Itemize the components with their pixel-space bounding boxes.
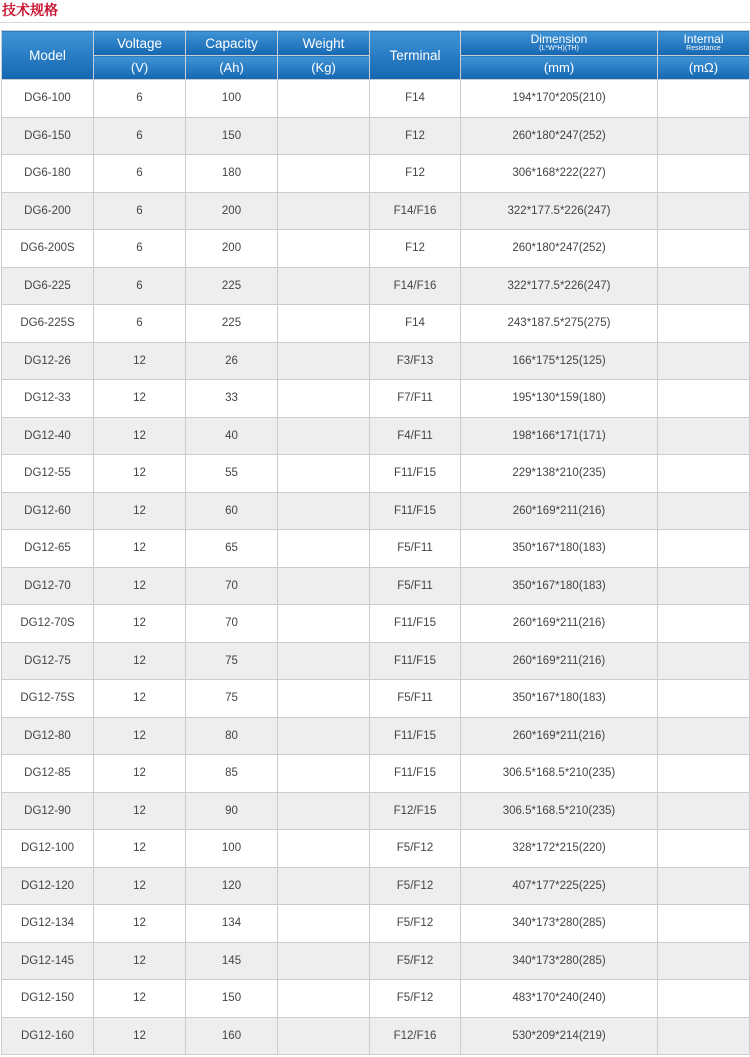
cell-resistance bbox=[658, 980, 750, 1018]
table-row bbox=[2, 830, 750, 868]
cell-capacity: 180 bbox=[186, 155, 278, 193]
header-dimension-unit: (mm) bbox=[461, 56, 658, 80]
cell-dimension: 166*175*125(125) bbox=[461, 342, 658, 380]
cell-voltage: 12 bbox=[94, 755, 186, 793]
cell-dimension: 306.5*168.5*210(235) bbox=[461, 755, 658, 793]
cell-weight bbox=[278, 680, 370, 718]
cell-capacity: 75 bbox=[186, 642, 278, 680]
cell-model: DG12-85 bbox=[2, 755, 94, 793]
header-resistance-unit: (mΩ) bbox=[658, 56, 750, 80]
cell-model: DG6-100 bbox=[2, 80, 94, 118]
table-header bbox=[2, 31, 750, 80]
cell-resistance bbox=[658, 867, 750, 905]
header-model: Model bbox=[2, 31, 94, 80]
header-internal-resistance bbox=[658, 31, 750, 56]
cell-dimension: 328*172*215(220) bbox=[461, 830, 658, 868]
cell-model: DG12-70S bbox=[2, 605, 94, 643]
cell-capacity: 225 bbox=[186, 267, 278, 305]
cell-weight bbox=[278, 117, 370, 155]
table-row bbox=[2, 605, 750, 643]
cell-terminal: F5/F11 bbox=[370, 567, 461, 605]
table-row bbox=[2, 567, 750, 605]
cell-dimension: 229*138*210(235) bbox=[461, 455, 658, 493]
cell-model: DG12-160 bbox=[2, 1017, 94, 1055]
cell-weight bbox=[278, 192, 370, 230]
cell-resistance bbox=[658, 567, 750, 605]
cell-terminal: F5/F11 bbox=[370, 530, 461, 568]
cell-voltage: 6 bbox=[94, 155, 186, 193]
cell-model: DG12-26 bbox=[2, 342, 94, 380]
cell-terminal: F5/F12 bbox=[370, 942, 461, 980]
header-capacity: Capacity bbox=[186, 31, 278, 56]
cell-weight bbox=[278, 867, 370, 905]
cell-model: DG12-75S bbox=[2, 680, 94, 718]
cell-dimension: 195*130*159(180) bbox=[461, 380, 658, 418]
cell-dimension: 322*177.5*226(247) bbox=[461, 267, 658, 305]
cell-terminal: F12 bbox=[370, 155, 461, 193]
cell-terminal: F5/F12 bbox=[370, 980, 461, 1018]
table-row bbox=[2, 1017, 750, 1055]
cell-resistance bbox=[658, 755, 750, 793]
table-row bbox=[2, 380, 750, 418]
table-row bbox=[2, 117, 750, 155]
cell-terminal: F12 bbox=[370, 230, 461, 268]
cell-voltage: 12 bbox=[94, 905, 186, 943]
cell-capacity: 55 bbox=[186, 455, 278, 493]
cell-resistance bbox=[658, 305, 750, 343]
header-dimension-sub: (L*W*H)(TH) bbox=[539, 44, 579, 52]
table-row bbox=[2, 755, 750, 793]
cell-weight bbox=[278, 567, 370, 605]
cell-voltage: 12 bbox=[94, 605, 186, 643]
cell-resistance bbox=[658, 830, 750, 868]
cell-weight bbox=[278, 755, 370, 793]
cell-weight bbox=[278, 942, 370, 980]
cell-weight bbox=[278, 980, 370, 1018]
cell-weight bbox=[278, 605, 370, 643]
table-row bbox=[2, 792, 750, 830]
header-terminal: Terminal bbox=[370, 31, 461, 80]
cell-model: DG12-70 bbox=[2, 567, 94, 605]
cell-capacity: 225 bbox=[186, 305, 278, 343]
cell-voltage: 6 bbox=[94, 230, 186, 268]
cell-terminal: F14 bbox=[370, 80, 461, 118]
header-row-labels bbox=[2, 31, 750, 56]
table-row bbox=[2, 342, 750, 380]
title-divider bbox=[0, 22, 750, 23]
header-dimension-label: Dimension bbox=[530, 31, 588, 46]
cell-model: DG12-40 bbox=[2, 417, 94, 455]
header-internal-sub: Resistance bbox=[686, 44, 721, 52]
cell-dimension: 306.5*168.5*210(235) bbox=[461, 792, 658, 830]
cell-terminal: F14/F16 bbox=[370, 267, 461, 305]
cell-dimension: 530*209*214(219) bbox=[461, 1017, 658, 1055]
cell-dimension: 260*180*247(252) bbox=[461, 230, 658, 268]
table-row bbox=[2, 492, 750, 530]
cell-voltage: 12 bbox=[94, 492, 186, 530]
cell-weight bbox=[278, 530, 370, 568]
cell-capacity: 200 bbox=[186, 230, 278, 268]
cell-model: DG12-134 bbox=[2, 905, 94, 943]
cell-resistance bbox=[658, 342, 750, 380]
cell-terminal: F14 bbox=[370, 305, 461, 343]
cell-model: DG6-200S bbox=[2, 230, 94, 268]
table-row bbox=[2, 867, 750, 905]
header-voltage-unit: (V) bbox=[94, 56, 186, 80]
cell-capacity: 75 bbox=[186, 680, 278, 718]
cell-terminal: F5/F12 bbox=[370, 830, 461, 868]
cell-capacity: 200 bbox=[186, 192, 278, 230]
cell-terminal: F14/F16 bbox=[370, 192, 461, 230]
cell-dimension: 260*169*211(216) bbox=[461, 642, 658, 680]
cell-dimension: 198*166*171(171) bbox=[461, 417, 658, 455]
table-row bbox=[2, 455, 750, 493]
page-title: 技术规格 bbox=[2, 3, 58, 19]
cell-voltage: 12 bbox=[94, 792, 186, 830]
cell-terminal: F11/F15 bbox=[370, 717, 461, 755]
table-row bbox=[2, 530, 750, 568]
cell-dimension: 194*170*205(210) bbox=[461, 80, 658, 118]
cell-weight bbox=[278, 792, 370, 830]
cell-terminal: F5/F11 bbox=[370, 680, 461, 718]
cell-resistance bbox=[658, 1017, 750, 1055]
cell-resistance bbox=[658, 530, 750, 568]
cell-capacity: 40 bbox=[186, 417, 278, 455]
table-row bbox=[2, 942, 750, 980]
cell-dimension: 306*168*222(227) bbox=[461, 155, 658, 193]
table-row bbox=[2, 80, 750, 118]
cell-capacity: 70 bbox=[186, 567, 278, 605]
cell-terminal: F11/F15 bbox=[370, 492, 461, 530]
cell-dimension: 350*167*180(183) bbox=[461, 567, 658, 605]
cell-voltage: 6 bbox=[94, 192, 186, 230]
table-row bbox=[2, 680, 750, 718]
table-row bbox=[2, 305, 750, 343]
cell-resistance bbox=[658, 117, 750, 155]
table-row bbox=[2, 642, 750, 680]
cell-voltage: 6 bbox=[94, 267, 186, 305]
table-row bbox=[2, 267, 750, 305]
cell-resistance bbox=[658, 155, 750, 193]
cell-voltage: 12 bbox=[94, 567, 186, 605]
cell-model: DG12-55 bbox=[2, 455, 94, 493]
cell-capacity: 65 bbox=[186, 530, 278, 568]
cell-terminal: F7/F11 bbox=[370, 380, 461, 418]
cell-capacity: 33 bbox=[186, 380, 278, 418]
cell-terminal: F11/F15 bbox=[370, 455, 461, 493]
cell-capacity: 26 bbox=[186, 342, 278, 380]
cell-model: DG6-150 bbox=[2, 117, 94, 155]
cell-resistance bbox=[658, 230, 750, 268]
cell-model: DG12-90 bbox=[2, 792, 94, 830]
cell-voltage: 6 bbox=[94, 305, 186, 343]
cell-terminal: F3/F13 bbox=[370, 342, 461, 380]
spec-table bbox=[1, 30, 750, 1055]
cell-model: DG12-33 bbox=[2, 380, 94, 418]
cell-terminal: F12 bbox=[370, 117, 461, 155]
cell-weight bbox=[278, 905, 370, 943]
cell-model: DG12-80 bbox=[2, 717, 94, 755]
cell-terminal: F5/F12 bbox=[370, 867, 461, 905]
cell-model: DG12-145 bbox=[2, 942, 94, 980]
cell-capacity: 150 bbox=[186, 117, 278, 155]
cell-voltage: 12 bbox=[94, 980, 186, 1018]
cell-capacity: 85 bbox=[186, 755, 278, 793]
cell-voltage: 12 bbox=[94, 455, 186, 493]
cell-capacity: 150 bbox=[186, 980, 278, 1018]
cell-dimension: 340*173*280(285) bbox=[461, 905, 658, 943]
cell-weight bbox=[278, 492, 370, 530]
cell-weight bbox=[278, 642, 370, 680]
cell-resistance bbox=[658, 192, 750, 230]
header-voltage: Voltage bbox=[94, 31, 186, 56]
cell-capacity: 145 bbox=[186, 942, 278, 980]
cell-weight bbox=[278, 342, 370, 380]
cell-model: DG12-100 bbox=[2, 830, 94, 868]
cell-terminal: F11/F15 bbox=[370, 605, 461, 643]
cell-terminal: F12/F15 bbox=[370, 792, 461, 830]
cell-model: DG6-200 bbox=[2, 192, 94, 230]
cell-voltage: 6 bbox=[94, 117, 186, 155]
cell-dimension: 483*170*240(240) bbox=[461, 980, 658, 1018]
cell-voltage: 12 bbox=[94, 867, 186, 905]
cell-capacity: 100 bbox=[186, 80, 278, 118]
cell-weight bbox=[278, 305, 370, 343]
cell-weight bbox=[278, 830, 370, 868]
cell-resistance bbox=[658, 642, 750, 680]
cell-voltage: 12 bbox=[94, 342, 186, 380]
cell-weight bbox=[278, 155, 370, 193]
cell-resistance bbox=[658, 717, 750, 755]
cell-voltage: 12 bbox=[94, 642, 186, 680]
cell-dimension: 260*180*247(252) bbox=[461, 117, 658, 155]
cell-voltage: 12 bbox=[94, 530, 186, 568]
cell-capacity: 100 bbox=[186, 830, 278, 868]
cell-voltage: 12 bbox=[94, 680, 186, 718]
cell-model: DG6-225 bbox=[2, 267, 94, 305]
cell-model: DG6-225S bbox=[2, 305, 94, 343]
cell-resistance bbox=[658, 492, 750, 530]
cell-weight bbox=[278, 455, 370, 493]
cell-voltage: 12 bbox=[94, 380, 186, 418]
cell-weight bbox=[278, 380, 370, 418]
header-weight-unit: (Kg) bbox=[278, 56, 370, 80]
cell-weight bbox=[278, 230, 370, 268]
header-internal-label: Internal bbox=[683, 31, 724, 46]
cell-model: DG12-60 bbox=[2, 492, 94, 530]
cell-resistance bbox=[658, 380, 750, 418]
cell-model: DG12-75 bbox=[2, 642, 94, 680]
cell-dimension: 260*169*211(216) bbox=[461, 492, 658, 530]
cell-model: DG12-150 bbox=[2, 980, 94, 1018]
cell-model: DG12-65 bbox=[2, 530, 94, 568]
cell-terminal: F12/F16 bbox=[370, 1017, 461, 1055]
cell-resistance bbox=[658, 605, 750, 643]
cell-weight bbox=[278, 417, 370, 455]
cell-voltage: 12 bbox=[94, 830, 186, 868]
cell-weight bbox=[278, 717, 370, 755]
header-weight: Weight bbox=[278, 31, 370, 56]
cell-terminal: F11/F15 bbox=[370, 755, 461, 793]
cell-capacity: 160 bbox=[186, 1017, 278, 1055]
cell-dimension: 407*177*225(225) bbox=[461, 867, 658, 905]
cell-model: DG6-180 bbox=[2, 155, 94, 193]
table-row bbox=[2, 192, 750, 230]
header-dimension bbox=[461, 31, 658, 56]
cell-voltage: 12 bbox=[94, 717, 186, 755]
table-row bbox=[2, 980, 750, 1018]
cell-dimension: 243*187.5*275(275) bbox=[461, 305, 658, 343]
cell-resistance bbox=[658, 905, 750, 943]
cell-resistance bbox=[658, 267, 750, 305]
table-row bbox=[2, 717, 750, 755]
cell-terminal: F5/F12 bbox=[370, 905, 461, 943]
cell-dimension: 260*169*211(216) bbox=[461, 717, 658, 755]
cell-resistance bbox=[658, 80, 750, 118]
cell-resistance bbox=[658, 792, 750, 830]
cell-capacity: 90 bbox=[186, 792, 278, 830]
cell-voltage: 12 bbox=[94, 942, 186, 980]
table-row bbox=[2, 155, 750, 193]
cell-resistance bbox=[658, 680, 750, 718]
cell-voltage: 12 bbox=[94, 417, 186, 455]
cell-dimension: 322*177.5*226(247) bbox=[461, 192, 658, 230]
table-row bbox=[2, 417, 750, 455]
cell-weight bbox=[278, 1017, 370, 1055]
cell-weight bbox=[278, 80, 370, 118]
cell-weight bbox=[278, 267, 370, 305]
cell-dimension: 350*167*180(183) bbox=[461, 530, 658, 568]
table-row bbox=[2, 230, 750, 268]
table-body bbox=[2, 80, 750, 1055]
cell-dimension: 260*169*211(216) bbox=[461, 605, 658, 643]
cell-terminal: F11/F15 bbox=[370, 642, 461, 680]
cell-resistance bbox=[658, 455, 750, 493]
cell-voltage: 12 bbox=[94, 1017, 186, 1055]
cell-voltage: 6 bbox=[94, 80, 186, 118]
cell-dimension: 350*167*180(183) bbox=[461, 680, 658, 718]
cell-dimension: 340*173*280(285) bbox=[461, 942, 658, 980]
cell-terminal: F4/F11 bbox=[370, 417, 461, 455]
cell-capacity: 120 bbox=[186, 867, 278, 905]
table-row bbox=[2, 905, 750, 943]
cell-capacity: 70 bbox=[186, 605, 278, 643]
cell-resistance bbox=[658, 942, 750, 980]
cell-capacity: 80 bbox=[186, 717, 278, 755]
cell-capacity: 60 bbox=[186, 492, 278, 530]
header-capacity-unit: (Ah) bbox=[186, 56, 278, 80]
cell-resistance bbox=[658, 417, 750, 455]
cell-capacity: 134 bbox=[186, 905, 278, 943]
cell-model: DG12-120 bbox=[2, 867, 94, 905]
